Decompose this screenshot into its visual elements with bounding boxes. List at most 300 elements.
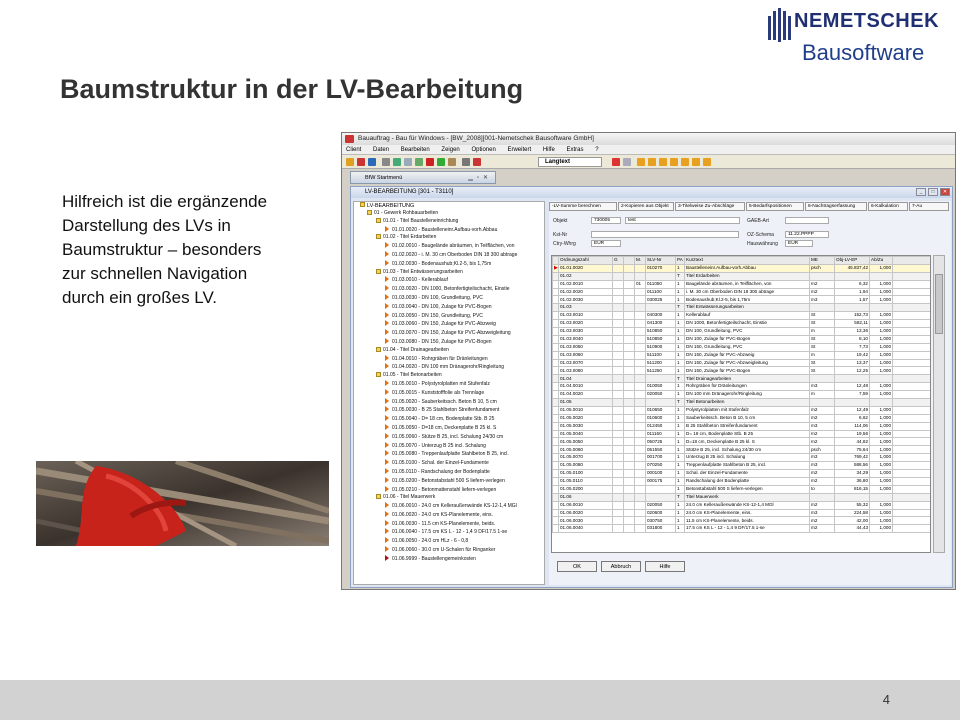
- cell-abzu[interactable]: 1,000: [870, 485, 893, 493]
- cell-kurztext[interactable]: Unterzug B 25 incl. Schalung: [685, 454, 810, 462]
- cell-m[interactable]: [635, 493, 646, 501]
- cell-obj-lv-ep[interactable]: 816,15: [835, 485, 870, 493]
- tab-more[interactable]: 7-Au: [909, 202, 949, 211]
- cell-m[interactable]: [635, 438, 646, 446]
- cell-obj-lv-ep[interactable]: 152,73: [835, 312, 870, 320]
- cell-obj-lv-ep[interactable]: 588,56: [835, 462, 870, 470]
- cell-me[interactable]: m2: [810, 280, 835, 288]
- cell-abzu[interactable]: 1,000: [870, 509, 893, 517]
- cell-g[interactable]: [613, 399, 624, 407]
- ctry-field[interactable]: EUR: [591, 240, 621, 247]
- table-row[interactable]: [553, 391, 932, 399]
- cell-me[interactable]: St: [810, 367, 835, 375]
- cell-abzu[interactable]: 1,000: [870, 312, 893, 320]
- cell-slv-nr[interactable]: 511100: [646, 351, 676, 359]
- table-row[interactable]: [553, 264, 932, 272]
- cell-g[interactable]: [613, 312, 624, 320]
- tree-node[interactable]: [354, 251, 544, 260]
- cell-kurztext[interactable]: Rohrgräben für Dränleitungen: [685, 383, 810, 391]
- tab-bedarfspositionen[interactable]: 5-Bedarfspositionen: [746, 202, 804, 211]
- cell-ordnungszahl[interactable]: 01.05.0030: [559, 422, 613, 430]
- hauswaehrung-field[interactable]: EUR: [785, 240, 813, 247]
- table-row[interactable]: [553, 422, 932, 430]
- cell-slv-nr[interactable]: [646, 272, 676, 280]
- cell-me[interactable]: psch: [810, 264, 835, 272]
- col-ordnungszahl[interactable]: Ordnungszahl: [559, 257, 613, 265]
- cell-me[interactable]: m2: [810, 414, 835, 422]
- cell-me[interactable]: m2: [810, 406, 835, 414]
- cell-kurztext[interactable]: DN 150, Zulage für PVC-Abzweigleitung: [685, 359, 810, 367]
- tree-node[interactable]: [354, 294, 544, 303]
- cell-ordnungszahl[interactable]: 01.01.0020: [559, 264, 613, 272]
- cell-slv-nr[interactable]: [646, 375, 676, 383]
- cell-m[interactable]: [635, 462, 646, 470]
- tree-node[interactable]: [354, 234, 544, 242]
- menu-extras[interactable]: Extras: [566, 147, 584, 153]
- cell-blank[interactable]: [624, 296, 635, 304]
- tree-node[interactable]: [354, 260, 544, 269]
- table-row[interactable]: [553, 525, 932, 533]
- cell-abzu[interactable]: 1,000: [870, 406, 893, 414]
- tree-node[interactable]: [354, 363, 544, 372]
- cell-ordnungszahl[interactable]: 01.03.0020: [559, 320, 613, 328]
- cell-g[interactable]: [613, 517, 624, 525]
- arrow-last-icon[interactable]: [692, 158, 700, 166]
- tree-node[interactable]: [354, 218, 544, 226]
- cell-blank[interactable]: [624, 509, 635, 517]
- cell-slv-nr[interactable]: [646, 399, 676, 407]
- cell-obj-lv-ep[interactable]: [835, 304, 870, 312]
- table-row[interactable]: [553, 383, 932, 391]
- tree-node[interactable]: [354, 546, 544, 555]
- cell-obj-lv-ep[interactable]: 19,56: [835, 430, 870, 438]
- cell-pa[interactable]: 1: [676, 288, 685, 296]
- arrow-up-icon[interactable]: [659, 158, 667, 166]
- cell-g[interactable]: [613, 367, 624, 375]
- cell-abzu[interactable]: 1,000: [870, 422, 893, 430]
- cell-g[interactable]: [613, 264, 624, 272]
- cell-me[interactable]: m2: [810, 288, 835, 296]
- cell-g[interactable]: [613, 391, 624, 399]
- cell-m[interactable]: 01: [635, 280, 646, 288]
- tree-node[interactable]: [354, 389, 544, 398]
- cell-pa[interactable]: 1: [676, 414, 685, 422]
- cell-blank[interactable]: [624, 375, 635, 383]
- cell-ordnungszahl[interactable]: 01.03.0080: [559, 367, 613, 375]
- cell-abzu[interactable]: 1,000: [870, 454, 893, 462]
- cell-m[interactable]: [635, 477, 646, 485]
- cell-slv-nr[interactable]: 000175: [646, 477, 676, 485]
- cell-pa[interactable]: 1: [676, 320, 685, 328]
- cell-m[interactable]: [635, 335, 646, 343]
- table-row[interactable]: [553, 343, 932, 351]
- menu-bearbeiten[interactable]: Bearbeiten: [400, 147, 430, 153]
- cell-slv-nr[interactable]: 510850: [646, 328, 676, 336]
- cell-pa[interactable]: T: [676, 272, 685, 280]
- cell-blank[interactable]: [624, 399, 635, 407]
- cell-me[interactable]: m3: [810, 509, 835, 517]
- cell-kurztext[interactable]: 24.0 cm KS-Planelemente, eins.: [685, 509, 810, 517]
- gaeb-field[interactable]: [785, 217, 829, 224]
- cell-ordnungszahl[interactable]: 01.03.0030: [559, 328, 613, 336]
- cell-pa[interactable]: 1: [676, 446, 685, 454]
- cell-abzu[interactable]: 1,000: [870, 501, 893, 509]
- ok-button[interactable]: OK: [557, 561, 597, 572]
- tree-root[interactable]: [354, 202, 544, 210]
- cell-kurztext[interactable]: Titel Betonarbeiten: [685, 399, 810, 407]
- cell-abzu[interactable]: 1,000: [870, 470, 893, 478]
- cell-blank[interactable]: [624, 462, 635, 470]
- table-row[interactable]: [553, 296, 932, 304]
- table-row[interactable]: [553, 414, 932, 422]
- cell-ordnungszahl[interactable]: 01.03.0060: [559, 351, 613, 359]
- cell-me[interactable]: m2: [810, 517, 835, 525]
- col-abzu[interactable]: Ab/Zu: [870, 257, 893, 265]
- cell-ordnungszahl[interactable]: 01.05.0080: [559, 462, 613, 470]
- cell-abzu[interactable]: [870, 272, 893, 280]
- cell-kurztext[interactable]: DN 100 mm Dränagerohr/Ringleitung: [685, 391, 810, 399]
- tree-node[interactable]: [354, 406, 544, 415]
- cell-me[interactable]: m: [810, 391, 835, 399]
- cell-m[interactable]: [635, 367, 646, 375]
- cell-abzu[interactable]: 1,000: [870, 320, 893, 328]
- cell-obj-lv-ep[interactable]: 769,42: [835, 454, 870, 462]
- cell-me[interactable]: psch: [810, 446, 835, 454]
- cell-ordnungszahl[interactable]: 01.04.0010: [559, 383, 613, 391]
- cell-me[interactable]: m3: [810, 422, 835, 430]
- cell-slv-nr[interactable]: 030750: [646, 517, 676, 525]
- cell-m[interactable]: [635, 501, 646, 509]
- tree-node[interactable]: [354, 372, 544, 380]
- cell-pa[interactable]: 1: [676, 406, 685, 414]
- cell-kurztext[interactable]: Titel Erdarbeiten: [685, 272, 810, 280]
- cell-obj-lv-ep[interactable]: [835, 399, 870, 407]
- tree-node[interactable]: [354, 355, 544, 364]
- cell-ordnungszahl[interactable]: 01.03.0040: [559, 335, 613, 343]
- tree-node[interactable]: [354, 459, 544, 468]
- cell-ordnungszahl[interactable]: 01.03: [559, 304, 613, 312]
- tab-kopieren[interactable]: 2-Kopieren aus Objekt: [618, 202, 674, 211]
- cell-blank[interactable]: [624, 446, 635, 454]
- cell-pa[interactable]: 1: [676, 296, 685, 304]
- cell-pa[interactable]: 1: [676, 383, 685, 391]
- cell-ordnungszahl[interactable]: 01.06.0040: [559, 525, 613, 533]
- cell-blank[interactable]: [624, 367, 635, 375]
- cell-kurztext[interactable]: Schal. der Einzel-Fundamente: [685, 470, 810, 478]
- cell-ordnungszahl[interactable]: 01.05.0010: [559, 406, 613, 414]
- cell-slv-nr[interactable]: 070250: [646, 462, 676, 470]
- cell-slv-nr[interactable]: 011100: [646, 288, 676, 296]
- cell-pa[interactable]: 1: [676, 485, 685, 493]
- cell-kurztext[interactable]: Sauberkeitssch. Beton B 10, 5 cm: [685, 414, 810, 422]
- cell-me[interactable]: St: [810, 320, 835, 328]
- cell-kurztext[interactable]: 11.5 cm KS-Planelemente, beids.: [685, 517, 810, 525]
- tree-node[interactable]: [354, 338, 544, 347]
- cell-m[interactable]: [635, 406, 646, 414]
- cell-blank[interactable]: [624, 485, 635, 493]
- cell-blank[interactable]: [624, 343, 635, 351]
- cell-g[interactable]: [613, 406, 624, 414]
- cell-me[interactable]: m2: [810, 525, 835, 533]
- cell-abzu[interactable]: 1,000: [870, 288, 893, 296]
- cell-pa[interactable]: 1: [676, 477, 685, 485]
- arrow-down-icon[interactable]: [670, 158, 678, 166]
- cell-me[interactable]: to: [810, 485, 835, 493]
- table-row[interactable]: [553, 375, 932, 383]
- cell-m[interactable]: [635, 351, 646, 359]
- cell-me[interactable]: m3: [810, 296, 835, 304]
- tree-node[interactable]: [354, 537, 544, 546]
- cell-slv-nr[interactable]: 010270: [646, 264, 676, 272]
- cell-abzu[interactable]: 1,000: [870, 462, 893, 470]
- cell-kurztext[interactable]: Baugelände abräumen, in Teilflächen, von: [685, 280, 810, 288]
- cell-slv-nr[interactable]: 020050: [646, 391, 676, 399]
- table-row[interactable]: [553, 501, 932, 509]
- tree-node[interactable]: [354, 424, 544, 433]
- copy-icon[interactable]: [415, 158, 423, 166]
- cell-kurztext[interactable]: Titel Mauerwerk: [685, 493, 810, 501]
- cell-pa[interactable]: 1: [676, 359, 685, 367]
- tree-node[interactable]: [354, 285, 544, 294]
- cell-pa[interactable]: 1: [676, 328, 685, 336]
- cell-slv-nr[interactable]: 511250: [646, 367, 676, 375]
- menu-client[interactable]: Client: [346, 147, 362, 153]
- cell-blank[interactable]: [624, 328, 635, 336]
- cell-kurztext[interactable]: 24.0 cm Kelleraußenwände KS-12-1,4 MGl: [685, 501, 810, 509]
- cell-pa[interactable]: 1: [676, 430, 685, 438]
- cell-abzu[interactable]: 1,000: [870, 477, 893, 485]
- cell-slv-nr[interactable]: 011050: [646, 280, 676, 288]
- cell-me[interactable]: [810, 304, 835, 312]
- cell-pa[interactable]: 1: [676, 335, 685, 343]
- cell-blank[interactable]: [624, 335, 635, 343]
- cell-slv-nr[interactable]: 012450: [646, 422, 676, 430]
- tree-node[interactable]: [354, 398, 544, 407]
- tree-node[interactable]: [354, 320, 544, 329]
- print-icon[interactable]: [404, 158, 412, 166]
- cell-pa[interactable]: 1: [676, 438, 685, 446]
- open-icon[interactable]: [346, 158, 354, 166]
- cell-ordnungszahl[interactable]: 01.05.0110: [559, 477, 613, 485]
- cell-me[interactable]: [810, 272, 835, 280]
- cell-g[interactable]: [613, 304, 624, 312]
- col-m[interactable]: M.: [635, 257, 646, 265]
- cell-abzu[interactable]: 1,000: [870, 446, 893, 454]
- cell-blank[interactable]: [624, 304, 635, 312]
- tree-node[interactable]: [354, 210, 544, 218]
- tree-node[interactable]: [354, 442, 544, 451]
- tree-node[interactable]: [354, 269, 544, 277]
- cell-g[interactable]: [613, 509, 624, 517]
- start-menu-buttons[interactable]: ▁▫✕: [468, 175, 492, 181]
- cell-blank[interactable]: [624, 430, 635, 438]
- cell-obj-lv-ep[interactable]: 12,48: [835, 383, 870, 391]
- cell-kurztext[interactable]: 17.5 cm KS L - 12 - 1,4 9 DF/17.5 1-se: [685, 525, 810, 533]
- cell-abzu[interactable]: 1,000: [870, 264, 893, 272]
- cell-kurztext[interactable]: DN 150, Zulage für PVC-Bogen: [685, 367, 810, 375]
- cell-ordnungszahl[interactable]: 01.05.0040: [559, 430, 613, 438]
- cell-ordnungszahl[interactable]: 01.04: [559, 375, 613, 383]
- cell-pa[interactable]: 1: [676, 517, 685, 525]
- cell-obj-lv-ep[interactable]: 7,73: [835, 343, 870, 351]
- cell-me[interactable]: St: [810, 359, 835, 367]
- edit-icon[interactable]: [448, 158, 456, 166]
- cell-kurztext[interactable]: Randschalung der Bodenplatte: [685, 477, 810, 485]
- tree-node[interactable]: [354, 329, 544, 338]
- tree-node[interactable]: [354, 511, 544, 520]
- cell-me[interactable]: m2: [810, 477, 835, 485]
- tab-lv-summe[interactable]: -LV-Summe berechnen: [549, 202, 617, 211]
- cell-obj-lv-ep[interactable]: 8,10: [835, 335, 870, 343]
- cell-kurztext[interactable]: Polystyrolplatten mit Stufenfalz: [685, 406, 810, 414]
- objekt-desc-field[interactable]: test: [625, 217, 740, 224]
- cell-kurztext[interactable]: B 25 Stahlbeton Streifenfundament: [685, 422, 810, 430]
- cell-obj-lv-ep[interactable]: [835, 493, 870, 501]
- cell-me[interactable]: [810, 399, 835, 407]
- menu-help-q[interactable]: ?: [595, 147, 599, 153]
- cell-me[interactable]: m: [810, 351, 835, 359]
- cell-m[interactable]: [635, 288, 646, 296]
- cell-m[interactable]: [635, 375, 646, 383]
- cell-abzu[interactable]: 1,000: [870, 517, 893, 525]
- cell-m[interactable]: [635, 470, 646, 478]
- new-icon[interactable]: [393, 158, 401, 166]
- cell-me[interactable]: m2: [810, 501, 835, 509]
- table-row[interactable]: [553, 485, 932, 493]
- menu-daten[interactable]: Daten: [373, 147, 390, 153]
- cell-me[interactable]: St: [810, 335, 835, 343]
- cell-slv-nr[interactable]: 001700: [646, 454, 676, 462]
- cell-obj-lv-ep[interactable]: 45.837,42: [835, 264, 870, 272]
- tree-node[interactable]: [354, 415, 544, 424]
- cell-blank[interactable]: [624, 391, 635, 399]
- cell-g[interactable]: [613, 288, 624, 296]
- cell-ordnungszahl[interactable]: 01.02.0030: [559, 296, 613, 304]
- table-row[interactable]: [553, 430, 932, 438]
- tree-node[interactable]: [354, 486, 544, 495]
- hilfe-button[interactable]: Hilfe: [645, 561, 685, 572]
- table-row[interactable]: [553, 462, 932, 470]
- cell-pa[interactable]: 1: [676, 454, 685, 462]
- cell-blank[interactable]: [624, 351, 635, 359]
- tree-node[interactable]: [354, 303, 544, 312]
- tree-node[interactable]: [354, 502, 544, 511]
- cell-me[interactable]: m2: [810, 438, 835, 446]
- table-row[interactable]: [553, 351, 932, 359]
- cell-g[interactable]: [613, 485, 624, 493]
- arrow-right-icon[interactable]: [648, 158, 656, 166]
- tree-node[interactable]: [354, 450, 544, 459]
- cell-slv-nr[interactable]: 000100: [646, 470, 676, 478]
- cell-abzu[interactable]: [870, 375, 893, 383]
- cell-pa[interactable]: 1: [676, 280, 685, 288]
- tree-node[interactable]: [354, 468, 544, 477]
- cell-blank[interactable]: [624, 493, 635, 501]
- cell-pa[interactable]: 1: [676, 501, 685, 509]
- cell-blank[interactable]: [624, 470, 635, 478]
- cell-slv-nr[interactable]: 050725: [646, 438, 676, 446]
- cell-kurztext[interactable]: Treppenlaufplatte Stahlbeton B 25, incl.: [685, 462, 810, 470]
- cell-g[interactable]: [613, 525, 624, 533]
- cell-pa[interactable]: 1: [676, 470, 685, 478]
- cell-slv-nr[interactable]: [646, 485, 676, 493]
- table-row[interactable]: [553, 312, 932, 320]
- cell-pa[interactable]: T: [676, 304, 685, 312]
- cell-g[interactable]: [613, 272, 624, 280]
- col-me[interactable]: ME: [810, 257, 835, 265]
- cell-kurztext[interactable]: DN 150, Grundleitung, PVC: [685, 343, 810, 351]
- cell-blank[interactable]: [624, 359, 635, 367]
- cell-m[interactable]: [635, 320, 646, 328]
- cell-obj-lv-ep[interactable]: 55,32: [835, 501, 870, 509]
- cell-g[interactable]: [613, 422, 624, 430]
- cell-obj-lv-ep[interactable]: [835, 272, 870, 280]
- list-icon[interactable]: [473, 158, 481, 166]
- cell-kurztext[interactable]: Stütze B 25, incl. Schalung 24/30 cm: [685, 446, 810, 454]
- tab-kalkulation[interactable]: 6-Kalkulation: [868, 202, 908, 211]
- cell-blank[interactable]: [624, 422, 635, 430]
- cell-abzu[interactable]: 1,000: [870, 359, 893, 367]
- cell-blank[interactable]: [624, 406, 635, 414]
- cell-obj-lv-ep[interactable]: 13,37: [835, 359, 870, 367]
- cell-g[interactable]: [613, 454, 624, 462]
- cell-kurztext[interactable]: Betonstabstahl 500 S liefern-verlegen: [685, 485, 810, 493]
- stop-icon[interactable]: [357, 158, 365, 166]
- cut-icon[interactable]: [612, 158, 620, 166]
- col-slv-nr[interactable]: SLV-Nr: [646, 257, 676, 265]
- table-row[interactable]: [553, 320, 932, 328]
- cell-slv-nr[interactable]: 020050: [646, 501, 676, 509]
- cell-m[interactable]: [635, 485, 646, 493]
- cell-pa[interactable]: T: [676, 375, 685, 383]
- tree-node[interactable]: [354, 312, 544, 321]
- arrow-first-icon[interactable]: [681, 158, 689, 166]
- cell-me[interactable]: m3: [810, 454, 835, 462]
- table-row[interactable]: [553, 477, 932, 485]
- cell-obj-lv-ep[interactable]: [835, 375, 870, 383]
- col-kurztext[interactable]: Kurztext: [685, 257, 810, 265]
- kst-field[interactable]: [591, 231, 739, 238]
- arrow-nav-icon[interactable]: [703, 158, 711, 166]
- cell-m[interactable]: [635, 391, 646, 399]
- cell-slv-nr[interactable]: 030025: [646, 296, 676, 304]
- table-row[interactable]: [553, 517, 932, 525]
- cell-kurztext[interactable]: DN 1000, Betonfertigteilschacht, Einstie: [685, 320, 810, 328]
- cell-pa[interactable]: 1: [676, 264, 685, 272]
- cell-obj-lv-ep[interactable]: 42,00: [835, 517, 870, 525]
- cell-me[interactable]: m3: [810, 462, 835, 470]
- arrow-left-icon[interactable]: [637, 158, 645, 166]
- cell-ordnungszahl[interactable]: 01.06.0020: [559, 509, 613, 517]
- tree-node[interactable]: [354, 433, 544, 442]
- grid-scrollbar[interactable]: [933, 255, 945, 553]
- cell-obj-lv-ep[interactable]: 1,94: [835, 288, 870, 296]
- cell-abzu[interactable]: [870, 493, 893, 501]
- cell-obj-lv-ep[interactable]: 75,64: [835, 446, 870, 454]
- cell-ordnungszahl[interactable]: 01.02: [559, 272, 613, 280]
- cell-g[interactable]: [613, 359, 624, 367]
- cell-ordnungszahl[interactable]: 01.03.0050: [559, 343, 613, 351]
- tab-zuabschlaege[interactable]: 3-Titelweise Zu-Abschläge: [675, 202, 745, 211]
- cell-g[interactable]: [613, 414, 624, 422]
- cell-g[interactable]: [613, 296, 624, 304]
- cell-blank[interactable]: [624, 312, 635, 320]
- close-icon[interactable]: ✕: [940, 188, 950, 196]
- minimize-icon[interactable]: _: [916, 188, 926, 196]
- table-row[interactable]: [553, 509, 932, 517]
- cell-ordnungszahl[interactable]: 01.05.0200: [559, 485, 613, 493]
- col-g[interactable]: G: [613, 257, 624, 265]
